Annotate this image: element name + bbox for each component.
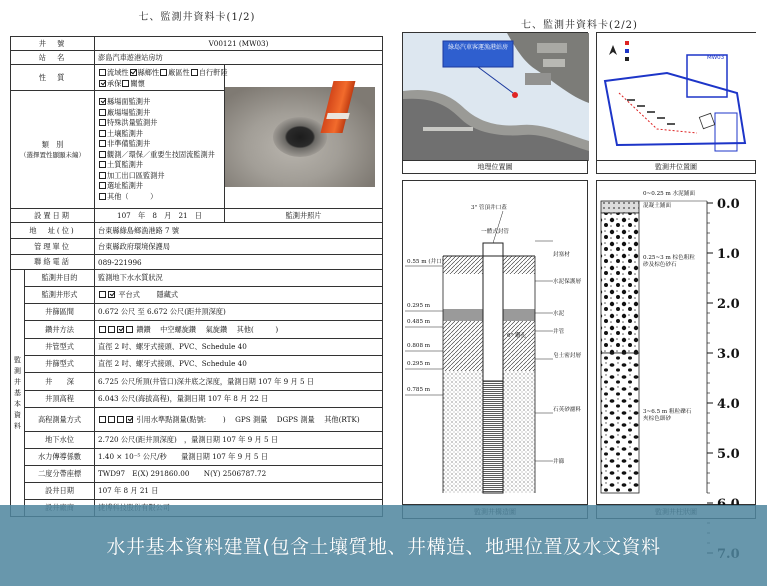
site-plan xyxy=(596,32,756,160)
well-photo xyxy=(225,87,375,187)
row-value: 直徑 2 吋、螺牙式接頭、PVC、Schedule 40 xyxy=(95,356,383,373)
location-map xyxy=(402,32,588,160)
row-value: 直徑 2 吋、螺牙式接頭、PVC、Schedule 40 xyxy=(95,339,383,356)
well-card-page-2 xyxy=(392,0,767,586)
row-label: 鑽井方法 xyxy=(25,321,95,339)
row-value: 1.40 × 10⁻⁵ 公尺/秒 量測日期 107 年 9 月 5 日 xyxy=(95,449,383,466)
soil-column-diagram xyxy=(596,180,756,505)
agency-value: 台東縣政府環境保護局 xyxy=(95,239,383,255)
note-cap: 3" 管頂井口蓋 xyxy=(471,205,507,211)
row-label: 二度分帶座標 xyxy=(25,466,95,483)
note-seal: 封塞材 xyxy=(553,252,570,258)
checkbox[interactable] xyxy=(99,291,106,298)
phone-label: 聯絡電話 xyxy=(11,255,95,270)
row-label: 井篩區間 xyxy=(25,304,95,321)
checkbox[interactable] xyxy=(99,80,106,87)
checkbox[interactable] xyxy=(99,109,106,116)
well-construction-diagram xyxy=(402,180,588,505)
site-plan-graphic xyxy=(597,33,757,161)
note-filter-pack: 石英砂濾料 xyxy=(553,407,581,413)
category-options: 縣場面監測井 廠場場監測井 特殊洪量監測井 土壤監測井 非準備監測井 觀測／環保／重要生技固流監測井 土質監測井 加工出口區監測井 選址監測井 其他（ ） xyxy=(95,91,225,209)
checkbox[interactable] xyxy=(99,98,106,105)
soil-note: 混凝土鋪面 xyxy=(643,203,671,209)
row-label: 水力傳導係數 xyxy=(25,449,95,466)
category-label: 類 別 （選擇置性顯顯未編） xyxy=(11,91,95,209)
note-borehole: 6" 鑽孔 xyxy=(507,333,527,339)
section-label: 監測井基本資料 xyxy=(11,270,25,517)
row-label: 設井日期 xyxy=(25,483,95,500)
note-bentonite: 皂土密封層 xyxy=(553,353,581,359)
site-value: 澎島汽車遊港站房坊 xyxy=(95,51,383,65)
checkbox[interactable] xyxy=(191,69,198,76)
checkbox[interactable] xyxy=(126,416,133,423)
site-label: 站 名 xyxy=(11,51,95,65)
map-callout: 綠島汽車客運漁港站房 xyxy=(447,44,508,51)
site-plan-label: 監測井位置圖 xyxy=(596,160,756,174)
checkbox[interactable] xyxy=(126,326,133,333)
checkbox[interactable] xyxy=(108,416,115,423)
note-cement: 水泥 xyxy=(553,311,565,317)
well-marker-label: MW03 xyxy=(707,55,725,61)
checkbox[interactable] xyxy=(99,182,106,189)
checkbox[interactable] xyxy=(99,119,106,126)
row-value: 平台式 隱藏式 xyxy=(95,287,383,304)
install-date-value: 107 年 8 月 21 日 xyxy=(95,209,225,223)
location-map-label: 地理位置圖 xyxy=(402,160,588,174)
checkbox[interactable] xyxy=(99,151,106,158)
row-label: 高程測量方式 xyxy=(25,408,95,432)
address-label: 地 址(位) xyxy=(11,223,95,239)
row-label: 井 深 xyxy=(25,373,95,391)
depth-tick-label: 0.0 xyxy=(717,197,740,212)
row-value: 107 年 8 月 21 日 xyxy=(95,483,383,500)
row-value: 引用水準點測量(點號: ) GPS 測量 DGPS 測量 其他(RTK) xyxy=(95,408,383,432)
card-1-title: 七、監測井資料卡(1/2) xyxy=(138,12,256,23)
checkbox[interactable] xyxy=(99,416,106,423)
row-value: 6.725 公尺所頂(井管口)深井底之深度，量測日期 107 年 9 月 5 日 xyxy=(95,373,383,391)
row-value: 2.720 公尺(距井頂深度) ，量測日期 107 年 9 月 5 日 xyxy=(95,432,383,449)
soil-note: 0.25~3 m 棕色粗粒砂及棕色砂石 xyxy=(643,255,695,268)
well-card-page-1 xyxy=(6,0,388,586)
caption-text: 水井基本資料建置(包含土壤質地、井構造、地理位置及水文資料 xyxy=(106,536,661,558)
depth-axis xyxy=(707,181,757,506)
photo-caption: 監測井照片 xyxy=(225,209,383,223)
checkbox[interactable] xyxy=(99,193,106,200)
soil-note: 3~6.5 m 粗粒礫石夾棕色細砂 xyxy=(643,409,692,422)
row-value: 6.043 公尺(海拔高程)，量測日期 107 年 8 月 22 日 xyxy=(95,391,383,408)
caption-banner xyxy=(0,505,767,586)
checkbox[interactable] xyxy=(122,80,129,87)
well-id-value: V00121 (MW03) xyxy=(95,37,383,51)
harbor-map-graphic xyxy=(403,33,589,161)
nature-label: 性 質 xyxy=(11,65,95,91)
depth-label: 0.485 m xyxy=(407,319,431,325)
row-value: 監測地下水水質狀況 xyxy=(95,270,383,287)
checkbox[interactable] xyxy=(117,326,124,333)
soil-note: 0~0.25 m 水泥鋪面 xyxy=(643,191,695,197)
row-value: 0.672 公尺 至 6.672 公尺(距井頂深度) xyxy=(95,304,383,321)
depth-label: 0.295 m xyxy=(407,303,431,309)
agency-label: 管理單位 xyxy=(11,239,95,255)
checkbox[interactable] xyxy=(99,326,106,333)
depth-tick-label: 2.0 xyxy=(717,297,740,312)
row-label: 井頂高程 xyxy=(25,391,95,408)
well-info-table xyxy=(10,36,383,517)
checkbox[interactable] xyxy=(99,140,106,147)
well-photo-cell xyxy=(225,65,383,209)
install-date-label: 設置日期 xyxy=(11,209,95,223)
well-id-label: 井 號 xyxy=(11,37,95,51)
checkbox[interactable] xyxy=(160,69,167,76)
row-label: 地下水位 xyxy=(25,432,95,449)
checkbox[interactable] xyxy=(108,291,115,298)
row-label: 井管型式 xyxy=(25,339,95,356)
depth-tick-label: 5.0 xyxy=(717,447,740,462)
row-label: 井篩型式 xyxy=(25,356,95,373)
depth-tick-label: 1.0 xyxy=(717,247,740,262)
checkbox[interactable] xyxy=(108,326,115,333)
note-casing: 一體式封管 xyxy=(481,229,509,235)
nature-options: 流域性 縣鄉性 廠區性 自行軒陸 承保 關懷 xyxy=(95,65,225,91)
row-value: TWD97 E(X) 291860.00 N(Y) 2506787.72 xyxy=(95,466,383,483)
note-casing-pipe: 井管 xyxy=(553,329,565,335)
checkbox[interactable] xyxy=(130,69,137,76)
depth-label: 0.808 m xyxy=(407,343,431,349)
checkbox[interactable] xyxy=(117,416,124,423)
note-cement-layer: 水泥保護層 xyxy=(553,279,581,285)
depth-tick-label: 3.0 xyxy=(717,347,740,362)
phone-value: 089-221996 xyxy=(95,255,383,270)
row-value: 鑽鑽 中空螺旋鑽 氣旋鑽 其他( ) xyxy=(95,321,383,339)
address-value: 台東縣綠島鄉漁港路 7 號 xyxy=(95,223,383,239)
row-label: 監測井目的 xyxy=(25,270,95,287)
checkbox[interactable] xyxy=(99,69,106,76)
checkbox[interactable] xyxy=(99,161,106,168)
card-2-title: 七、監測井資料卡(2/2) xyxy=(521,20,638,31)
depth-label: 0.55 m (井口) xyxy=(407,259,444,265)
checkbox[interactable] xyxy=(99,130,106,137)
depth-tick-label: 4.0 xyxy=(717,397,740,412)
depth-label: 0.295 m xyxy=(407,361,431,367)
row-label: 監測井形式 xyxy=(25,287,95,304)
depth-label: 0.785 m xyxy=(407,387,431,393)
note-screen: 井篩 xyxy=(553,459,565,465)
checkbox[interactable] xyxy=(99,172,106,179)
